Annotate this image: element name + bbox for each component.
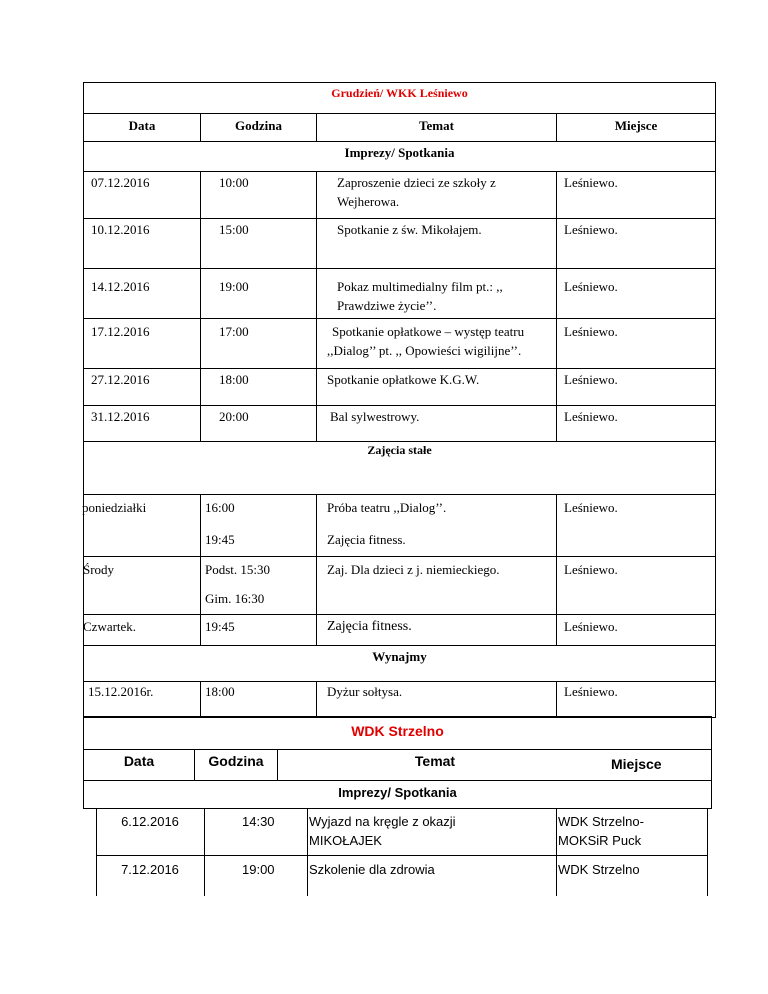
event-topic: Zaproszenie dzieci ze szkoły z (337, 175, 496, 190)
event-place-cont: MOKSiR Puck (558, 833, 642, 848)
col-line (307, 808, 308, 896)
col-line (316, 494, 317, 646)
section-title: Grudzień/ WKK Leśniewo (331, 86, 468, 100)
regular-time: 16:00 (205, 500, 235, 515)
event-topic: Spotkanie opłatkowe – występ teatru (332, 324, 525, 339)
regular-time: 19:45 (205, 619, 235, 634)
regular-day: Środy (83, 562, 115, 577)
event-place: Leśniewo. (564, 279, 618, 294)
event-topic: Pokaz multimedialny film pt.: ,, (337, 279, 503, 294)
group-wynajmy: Wynajmy (372, 649, 427, 664)
row-line (83, 556, 716, 557)
col-line (556, 808, 557, 896)
event-date: 07.12.2016 (91, 175, 150, 190)
event-topic-cont: Wejherowa. (337, 194, 400, 209)
col-line (316, 681, 317, 718)
regular-time: 19:45 (205, 532, 235, 547)
rent-date: 15.12.2016r. (88, 684, 154, 699)
event-time: 18:00 (219, 372, 249, 387)
header-miejsce: Miejsce (611, 756, 662, 772)
event-date: 14.12.2016 (91, 279, 150, 294)
col-line (200, 681, 201, 718)
event-place: Leśniewo. (564, 324, 618, 339)
rent-time: 18:00 (205, 684, 235, 699)
event-time: 10:00 (219, 175, 249, 190)
regular-topic: Zajęcia fitness. (327, 619, 412, 634)
regular-time: Podst. 15:30 (205, 562, 271, 577)
event-place: Leśniewo. (564, 372, 618, 387)
section-title: WDK Strzelno (351, 723, 444, 739)
row-line (83, 318, 716, 319)
event-time: 20:00 (219, 409, 249, 424)
event-topic: Spotkanie opłatkowe K.G.W. (327, 372, 480, 387)
row-line (83, 368, 716, 369)
rent-topic: Dyżur sołtysa. (327, 684, 403, 699)
row-line (83, 218, 716, 219)
header-temat: Temat (419, 118, 454, 133)
event-date: 7.12.2016 (121, 862, 179, 877)
event-time: 19:00 (219, 279, 249, 294)
regular-day: poniedziałki (82, 500, 147, 515)
event-topic: Spotkanie z św. Mikołajem. (337, 222, 482, 237)
regular-time: Gim. 16:30 (205, 591, 265, 606)
regular-day: Czwartek. (83, 619, 137, 634)
regular-place: Leśniewo. (564, 619, 618, 634)
event-topic: Wyjazd na kręgle z okazji (309, 814, 456, 829)
row-line (83, 405, 716, 406)
event-date: 27.12.2016 (91, 372, 150, 387)
regular-topic: Zaj. Dla dzieci z j. niemieckiego. (327, 562, 500, 577)
event-topic: Bal sylwestrowy. (330, 409, 420, 424)
event-date: 10.12.2016 (91, 222, 150, 237)
event-time: 14:30 (242, 814, 275, 829)
col-line (556, 681, 557, 718)
row-line (83, 614, 716, 615)
event-place: WDK Strzelno- (558, 814, 644, 829)
col-line (556, 171, 557, 442)
header-temat: Temat (414, 753, 456, 769)
col-line (200, 171, 201, 442)
row-line (96, 855, 708, 856)
regular-topic: Zajęcia fitness. (327, 532, 406, 547)
event-time: 17:00 (219, 324, 249, 339)
event-place: Leśniewo. (564, 409, 618, 424)
event-place: Leśniewo. (564, 175, 618, 190)
event-topic-cont: MIKOŁAJEK (309, 833, 382, 848)
event-topic-cont: Prawdziwe życie’’. (337, 298, 437, 313)
col-line (316, 171, 317, 442)
event-place: WDK Strzelno (558, 862, 640, 877)
regular-place: Leśniewo. (564, 500, 618, 515)
group-zajecia: Zajęcia stałe (367, 443, 432, 457)
regular-topic: Próba teatru ,,Dialog’’. (327, 500, 447, 515)
col-line (556, 494, 557, 646)
group-imprezy: Imprezy/ Spotkania (338, 785, 457, 800)
header-godzina: Godzina (208, 753, 264, 769)
regular-place: Leśniewo. (564, 562, 618, 577)
header-miejsce: Miejsce (614, 118, 658, 133)
col-line (204, 808, 205, 896)
header-data: Data (123, 753, 155, 769)
event-place: Leśniewo. (564, 222, 618, 237)
event-time: 15:00 (219, 222, 249, 237)
event-date: 17.12.2016 (91, 324, 150, 339)
event-topic-cont: ,,Dialog’’ pt. ,, Opowieści wigilijne’’. (327, 343, 522, 358)
event-date: 6.12.2016 (121, 814, 179, 829)
col-line (200, 494, 201, 646)
event-date: 31.12.2016 (91, 409, 150, 424)
event-time: 19:00 (242, 862, 275, 877)
row-line (83, 268, 716, 269)
event-topic: Szkolenie dla zdrowia (309, 862, 435, 877)
header-godzina: Godzina (235, 118, 282, 133)
group-imprezy: Imprezy/ Spotkania (344, 145, 455, 160)
rent-place: Leśniewo. (564, 684, 618, 699)
header-data: Data (128, 118, 156, 133)
